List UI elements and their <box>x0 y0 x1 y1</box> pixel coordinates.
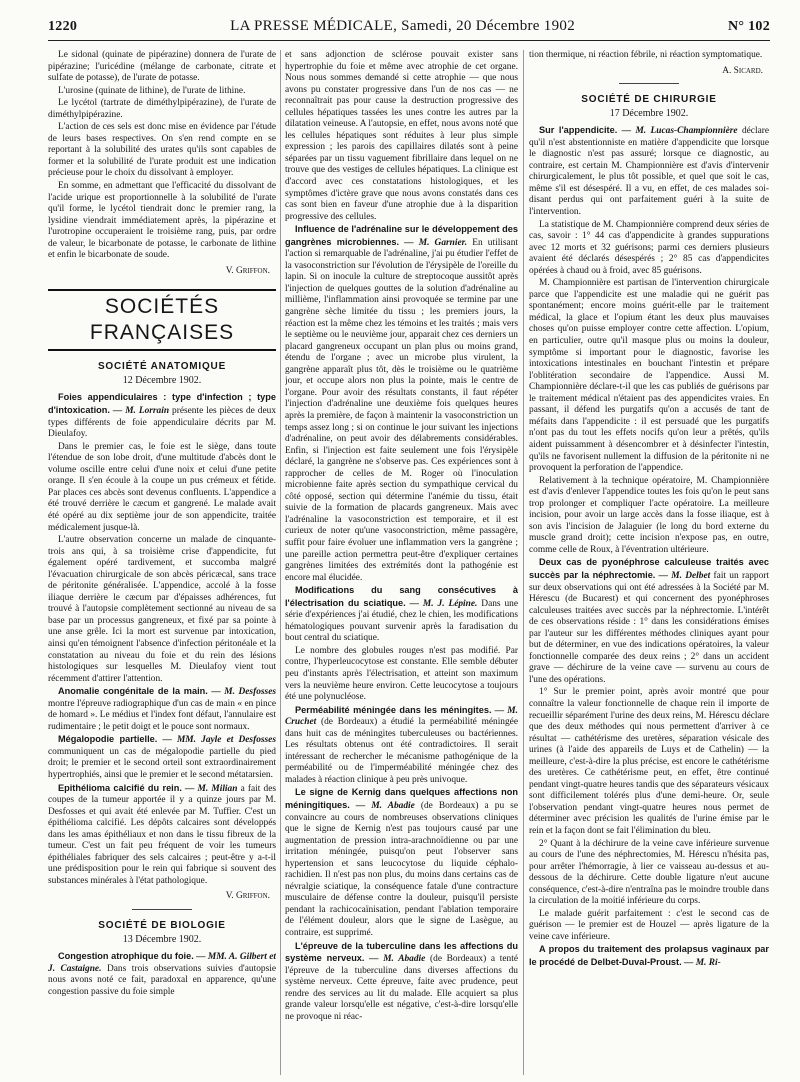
article-paragraph <box>529 557 769 686</box>
paragraph: 1° Sur le premier point, après avoir montré que pour connaître la valeur fonctionnelle de chaque rein il importe de recueillir séparément l'urine des deux reins, M. Hérescu déclare que des deux méthodes qui nous permettent d'arriver à ce résultat — cathétérisme des uretères, séparation vésicale des urines (à l'aide des appareils de Luys et de Cathelin) — la meilleure, c'est-à-dire la plus précise, est encore le cathétérisme des uretères. Ce cathétérisme peut, en effet, être continué pendant vingt-quatre heures tandis que des séparateurs vésicaux sont difficilement tolérés plus d'une demi-heure. Or, seule l'observation pendant vingt-quatre heures nous permet de déterminer avec précision les qualités de l'urine émise par le rein et la façon dont se fait l'élimination du bleu. <box>529 687 769 836</box>
article-heading: A propos du traitement des prolapsus vaginaux par le procédé de Delbet-Duval-Proust. <box>529 944 769 968</box>
article-paragraph <box>48 392 276 440</box>
paragraph: La statistique de M. Championnière comprend deux séries de cas, savoir : 1° 44 cas d'appendicite à grandes suppurations avec 12 morts et 32 guérisons; parmi ces derniers plusieurs avaient été déclarés désespérés ; 2° 85 cas d'appendicites opérées à chaud ou à froid, avec 85 guérisons. <box>529 219 769 276</box>
article-author: — M. Lucas-Championnière <box>621 126 738 137</box>
article-text: déclare qu'il n'est abstentionniste en matière d'appendicite que lorsque le diagnostic n'est pas assuré; lorsque ce diagnostic, au contraire, est certain M. Championnière est d'avis d'intervenir chirurgicalement, le plus tôt possible, et quel que soit le cas, même s'il est désespéré. Il a vu, en effet, de ces malades soi-disant perdus qui ont parfaitement guéri à la suite de l'intervention. <box>529 126 769 218</box>
signature: V. Griffon. <box>225 265 270 276</box>
paragraph: Dans le premier cas, le foie est le siège, dans toute l'étendue de son lobe droit, d'une multitude d'abcès dont le volume oscille entre celui d'une noix et celui d'une petite orange. Il s'en écoule à la coupe un pus crémeux et fétide. Par places ces abcès sont devenus confluents. L'appendice a été trouvé derrière le cæcum et gangrené. Le malade avait été opéré au dix septième jour de son appendicite, traitée médicalement jusque-là. <box>48 441 276 533</box>
article-heading: Le signe de Kernig dans quelques affections non méningitiques. <box>285 787 518 810</box>
article-text: fait un rapport sur deux observations qui ont été adressées à la Société par M. Hérescu (de Bucarest) et qui concernent des pyonéphroses calculeuses traitées avec succès par la néphrectomie. L'intérêt de ces observations réside : 1° dans les considérations émises par l'auteur sur les différentes méthodes cliniques ayant pour but de déterminer, en vue des indications opératoires, la valeur fonctionnelle comparée des deux reins ; 2° dans un accident grave — déchirure de la veine cave — survenu au cours de l'une des opérations. <box>529 570 769 685</box>
paragraph: Le lycétol (tartrate de diméthylpipérazine), de l'urate de diméthylpipérazine. <box>48 98 276 120</box>
paragraph: L'action de ces sels est donc mise en évidence par l'étude de leurs bases respectives. On s'en rend compte en se reportant à la solubilité des urates qu'ils sont capables de former et la solubilité de l'urate produit est une indication précieuse pour le choix du dissolvant à employer. <box>48 122 276 179</box>
article-author: — M. Ri- <box>684 958 721 969</box>
page-header <box>48 18 770 40</box>
paragraph: Le sidonal (quinate de pipérazine) donnera de l'urate de pipérazine; l'uricédine (mélange de carbonate, citrate et sulfate de potasse), de l'urate de potasse. <box>48 50 276 84</box>
article-paragraph <box>48 734 276 781</box>
article-text: (de Bordeaux) a étudié la perméabilité méningée dans huit cas de méningites tuberculeuses ou bactériennes. Les résultats obtenus ont été contradictoires. Il serait intéressant de rechercher le mécanisme pathogénique de la perméabilité ou de l'imperméabilité méningée chez des malades à réaction clinique à peu près univoque. <box>285 717 518 785</box>
header-rule <box>48 40 770 41</box>
society-date: 12 Décembre 1902. <box>122 374 202 386</box>
article-paragraph <box>48 686 276 733</box>
article-heading: Sur l'appendicite. <box>539 125 618 136</box>
article-paragraph <box>48 783 276 888</box>
society-title: SOCIÉTÉ DE BIOLOGIE <box>98 920 226 931</box>
article-author: — M. Desfosses <box>211 687 276 698</box>
paragraph: En somme, en admettant que l'efficacité du dissolvant de l'acide urique est proportionnelle à la solubilité de l'urate qu'il forme, le lycétol tiendrait donc le premier rang, la lysidine viendrait immédiatement après, la pipérazine et l'urotropine occuperaient le troisième rang, puis, par ordre de valeur, le bicarbonate de potasse, le carbonate de lithine et enfin le bicarbonate de soude. <box>48 181 276 261</box>
society-date: 17 Décembre 1902. <box>609 107 689 119</box>
article-heading: Congestion atrophique du foie. <box>58 951 194 962</box>
article-heading: Foies appendiculaires : type d'infection ; type d'intoxication. <box>48 392 276 416</box>
article-text: montre l'épreuve radiographique d'un cas de main « en pince de homard ». Le médius et l'index font défaut, l'annulaire est rudimentaire ; le petit doigt et le pouce sont normaux. <box>48 698 276 732</box>
article-author: — M. Lorrain <box>112 406 170 417</box>
article-text: présente les pièces de deux types différents de foie appendiculaire décrits par M. Dieulafoy. <box>48 406 276 440</box>
article-author: — M. Abadie <box>369 954 426 965</box>
paragraph: M. Championnière est partisan de l'intervention chirurgicale parce que l'appendicite est une maladie qui ne guérit pas spontanément; encore moins guérit-elle par le traitement médical, la glace et l'opium étant les deux plus mauvaises choses qu'on puisse employer contre cette affection. L'opium, en particulier, outre qu'il masque plus ou moins la douleur, symptôme si important pour le diagnostic, favorise les intoxications intestinales en bouchant l'intestin et prépare l'oblitération secondaire de l'appendice. Aussi M. Championnière déclare-t-il que les cas publiés de guérisons par le traitement médical n'étaient pas des appendicites vraies. En passant, il défend les purgatifs qu'on a accusés de tant de méfaits dans l'appendicite : il est persuadé que les purgatifs n'ont pas du tout les effets nocifs qu'on leur a prêtés, qu'ils aident puissamment à désencombrer et à désinfecter l'intestin, qu'ils ne favorisent nullement la diffusion de la péritonite ni ne provoquent la perforation de l'appendice. <box>529 278 769 474</box>
paragraph: et sans adjonction de sclérose pouvait exister sans hypertrophie du foie et même avec atrophie de cet organe. Nous nous sommes demandé si cette atrophie — que nous avons pu constater progressive dans l'un de nos cas — ne reconnaîtrait pas pour cause la destruction progressive des cellules hépatiques tassées les unes contre les autres par la dilatation veineuse. A l'autopsie, en effet, nous avons noté que les cellules hépatiques sont réduites à leur plus simple expression ; les parois des capillaires dilatés sont à peine séparées par un tissu vaguement fibrillaire dans lequel on ne trouve que des vestiges de cellules hépatiques. La clinique est d'accord avec ces constatations histologiques, et les symptômes d'ictère grave que nous avons constatés dans ces cas sont bien en faveur d'une atrophie due à la disparition progressive des cellules. <box>285 50 518 222</box>
paragraph: Le nombre des globules rouges n'est pas modifié. Par contre, l'hyperleucocytose est constante. Elle semble débuter peu d'instants après l'électrisation, et atteint son maximum vers la neuvième heure environ. Cette leucocytose a toujours été une polynucléose. <box>285 645 518 703</box>
article-author: — MM. Jayle et Desfosses <box>162 735 276 746</box>
article-text: (de Bordeaux) a pu se convaincre au cours de nombreuses observations cliniques que le signe de Kernig n'est pas toujours causé par une augmentation de pression intra-arachnoïdienne ou par une irritation méningée, puisqu'on peut l'observer sans hypertension et sans leucocytose du liquide céphalo-rachidien. Il n'est pas non plus, du moins dans certains cas de névralgie sciatique, la conséquence fatale d'une contracture musculaire de défense contre la douleur, puisqu'il persiste pendant la rachicocaïnisation, pendant l'ablation temporaire de l'élément douleur, alors que le signe de Lasègue, au contraire, est supprimé. <box>285 801 518 939</box>
signature: V. Griffon. <box>225 891 270 902</box>
column-divider <box>523 50 524 1075</box>
page-number: 1220 <box>48 19 78 34</box>
paragraph: Le malade guérit parfaitement : c'est le second cas de guérison — le premier est de Houzel — après ligature de la veine cave inférieure. <box>529 908 769 942</box>
article-paragraph <box>285 705 518 787</box>
article-heading: L'épreuve de la tuberculine dans les affections du système nerveux. <box>285 940 518 964</box>
section-banner: SOCIÉTÉS FRANÇAISES <box>48 289 276 351</box>
article-paragraph <box>285 224 518 584</box>
article-author: — M. Delbet <box>658 570 711 581</box>
article-text: Dans trois observations suivies d'autopsie nous avons noté ce fait, paradoxal en apparence, qu'une congestion passive du foie simple <box>48 963 276 997</box>
paragraph: Relativement à la technique opératoire, M. Championnière est d'avis d'enlever l'appendice toutes les fois qu'on le peut sans trop prolonger et compliquer l'acte opératoire. La meilleure incision, pour avoir un large accès dans la fosse iliaque, est à son avis l'incision de Jalaguier (le long du bord externe du muscle grand droit); cette incision n'expose pas, en outre, comme celle de Roux, à l'éventration ultérieure. <box>529 475 769 555</box>
column-2 <box>285 50 518 1075</box>
section-rule <box>619 83 679 84</box>
article-text: a fait des coupes de la tumeur apportée il y a quinze jours par M. Desfosses et qui avait été enlevée par M. Tuffier. C'est un épithélioma calcifié. Les dépôts calcaires sont développés dans les amas épithéliaux et non dans le tissu fibreux de la tumeur. C'est un fait peu fréquent de voir les tumeurs épithéliales fabriquer des sels calcaires ; peut-être y a-t-il une prédisposition pour le rein qui fabrique si souvent des substances minérales à l'état pathologique. <box>48 783 276 886</box>
article-paragraph <box>529 944 769 969</box>
issue-number: N° 102 <box>727 19 770 34</box>
article-heading: Deux cas de pyonéphrose calculeuse traités avec succès par la néphrectomie. <box>529 557 769 580</box>
article-heading: Epithélioma calcifié du rein. <box>58 782 182 793</box>
article-paragraph <box>48 951 276 998</box>
society-date: 13 Décembre 1902. <box>122 933 202 945</box>
article-author: — M. Cruchet <box>285 705 518 728</box>
article-paragraph <box>285 941 518 1024</box>
article-heading: Anomalie congénitale de la main. <box>58 686 208 697</box>
article-author: — MM. A. Gilbert et J. Castaigne. <box>48 952 276 974</box>
article-text: En utilisant l'action si remarquable de l'adrénaline, j'ai pu étudier l'effet de la vasoconstriction sur l'évolution de l'érysipèle de l'oreille du lapin. Si on inocule la culture de streptocoque aussitôt après l'injection de quelques gouttes de la solution d'adrénaline au millième, l'inflammation ainsi provoquée se termine par une gangrène sèche limitée du tissu ; les premiers jours, la réaction est la même chez les témoins et les traités ; mais vers le septième ou le neuvième jour, apparait chez ces derniers un placard gangreneux occupant un plan plus ou moins grand, étendu de l'organe ; avec un microbe plus virulent, la gangrène apparaît plus tôt, dès le troisième ou le quatrième jour, et occupe alors non plus la pointe, mais le centre de l'organe. Pour avoir des résultats constants, il faut répéter l'injection d'adrénaline une deuxième fois quelques heures après la première, de façon à maintenir la vasoconstriction un temps assez long ; si on continue le jour suivant les injections d'adrénaline, on peut avoir des délabrements considérables. Enfin, si l'injection est faite seulement une fois l'érysipèle déclaré, la gangrène ne s'observe pas. Ces expériences sont à rapprocher de celles de M. Roger où l'inoculation microbienne faite après section du sympathique cervical du côté opposé, section qui détermine l'anémie du tissu, était suivie de la formation de placards gangreneux. Mais avec l'adrénaline la vasoconstriction est temporaire, et il est curieux de noter qu'une vasoconstriction, même passagère, suffit pour faire évoluer une inflammation vers la gangrène ; une pareille action permettra peut-être d'expliquer certaines gangrènes limitées des extrémités dont la pathogénie est encore mal élucidée. <box>285 237 518 583</box>
society-title: SOCIÉTÉ ANATOMIQUE <box>97 361 227 373</box>
paragraph: L'urosine (quinate de lithine), de l'urate de lithine. <box>58 85 246 96</box>
signature: A. Sicard. <box>722 65 763 76</box>
column-3 <box>529 50 769 1075</box>
article-author: — M. Abadie <box>355 801 415 811</box>
paragraph: 2° Quant à la déchirure de la veine cave inférieure survenue au cours de l'une des néphrectomies, M. Hérescu n'hésita pas, pour arrêter l'hémorragie, à lier ce vaisseau au-dessus et au-dessous de la déchirure. Cette double ligature n'eut aucune conséquence, c'est-à-dire n'entraîna pas le moindre trouble dans la circulation de la moitié inférieure du corps. <box>529 838 769 907</box>
journal-title: LA PRESSE MÉDICALE, Samedi, 20 Décembre 1902 <box>230 18 576 34</box>
paragraph: L'autre observation concerne un malade de cinquante-trois ans qui, à sa troisième crise d'appendicite, fut également opéré tardivement, et succomba malgré l'évacuation chirurgicale de son abcès péricæcal, sans trace de péritonite généralisée. L'appendice, accolé à la fosse iliaque derrière le cæcum par d'épaisses adhérences, fut trouvé à l'autopsie complètement sectionné au niveau de sa base par un processus gangreneux, et fixé par sa pointe à une anse grêle. Ici la mort est survenue par intoxication, ainsi qu'en témoignent l'absence d'infection péritonéale et la constatation au niveau du foie et du rein des lésions histologiques sur lesquelles M. Dieulafoy vient tout récemment d'attirer l'attention. <box>48 535 276 684</box>
article-author: — M. J. Lépine. <box>409 598 478 609</box>
article-text: Dans une série d'expériences j'ai étudié, chez le chien, les modifications hématologiques pouvant survenir après la faradisation du bout central du sciatique. <box>285 598 518 644</box>
article-heading: Perméabilité méningée dans les méningites. <box>295 704 492 715</box>
article-paragraph <box>285 585 518 645</box>
article-paragraph <box>529 125 769 218</box>
column-1 <box>48 50 276 1075</box>
article-heading: Mégalopodie partielle. <box>58 734 158 745</box>
society-title: SOCIÉTÉ DE CHIRURGIE <box>581 94 717 106</box>
article-heading: Influence de l'adrénaline sur le développement des gangrènes microbiennes. <box>285 224 518 247</box>
article-paragraph <box>285 787 518 939</box>
paragraph: tion thermique, ni réaction fébrile, ni réaction symptomatique. <box>529 50 763 60</box>
column-divider <box>280 50 281 1075</box>
article-heading: Modifications du sang consécutives à l'électrisation du sciatique. <box>285 585 518 608</box>
article-author: — M. Milian <box>185 783 238 794</box>
article-text: (de Bordeaux) a tenté l'épreuve de la tuberculine dans diverses affections du système nerveux. Cette épreuve, faite avec prudence, peut rendre des services au lit du malade. Elle acquiert sa plus grande valeur lorsqu'elle est négative, c'est-à-dire lorsqu'elle ne provoque ni réac- <box>285 954 518 1022</box>
section-rule <box>132 909 192 910</box>
article-author: — M. Garnier. <box>404 237 468 248</box>
article-text: communiquent un cas de mégalopodie partielle du pied droit; le premier et le second orteil sont extraordinairement hypertrophiés, ainsi que le premier et le second métatarsien. <box>48 746 276 780</box>
